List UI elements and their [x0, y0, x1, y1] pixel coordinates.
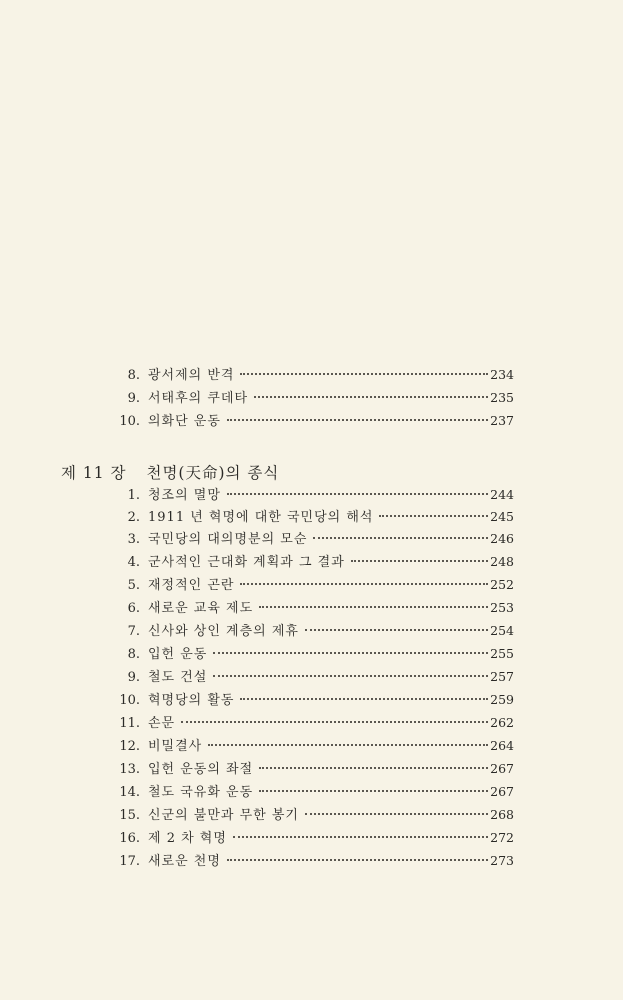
dot-leader	[259, 766, 488, 769]
entry-number: 12.	[119, 739, 140, 754]
entry-page: 235	[490, 390, 514, 405]
toc-entry	[112, 691, 514, 710]
entry-number: 9.	[127, 391, 140, 406]
entry-page: 252	[490, 577, 514, 592]
entry-title: 입헌 운동의 좌절	[148, 762, 254, 777]
dot-leader	[240, 697, 488, 700]
entry-number: 11.	[119, 716, 140, 731]
entry-title: 제 2 차 혁명	[148, 831, 227, 846]
dot-leader	[227, 492, 488, 495]
dot-leader	[254, 395, 488, 398]
dot-leader	[240, 372, 488, 375]
entry-number: 16.	[119, 831, 140, 846]
entry-number: 17.	[119, 854, 140, 869]
toc-entry	[112, 760, 514, 779]
dot-leader	[351, 559, 488, 562]
toc-entry	[112, 852, 514, 871]
entry-page: 253	[490, 600, 514, 615]
entry-title: 혁명당의 활동	[148, 693, 235, 708]
toc-entry	[112, 599, 514, 618]
entry-title: 철도 국유화 운동	[148, 785, 254, 800]
entry-page: 255	[490, 646, 514, 661]
toc-entry	[112, 668, 514, 687]
entry-number: 15.	[119, 808, 140, 823]
entry-number: 1.	[127, 488, 140, 503]
entry-page: 273	[490, 853, 514, 868]
entry-title: 입헌 운동	[148, 647, 208, 662]
toc-entry	[112, 829, 514, 848]
dot-leader	[305, 628, 488, 631]
entry-title: 새로운 교육 제도	[148, 601, 254, 616]
entry-title: 신군의 불만과 무한 봉기	[148, 808, 299, 823]
entry-page: 268	[490, 807, 514, 822]
toc-entry	[112, 622, 514, 641]
entry-number: 4.	[127, 555, 140, 570]
entry-page: 248	[490, 554, 514, 569]
entry-title: 비밀결사	[148, 739, 203, 754]
dot-leader	[259, 605, 488, 608]
entry-number: 8.	[127, 368, 140, 383]
toc-entry	[112, 645, 514, 664]
entry-page: 244	[490, 487, 514, 502]
entry-number: 8.	[127, 647, 140, 662]
entry-title: 새로운 천명	[148, 854, 221, 869]
dot-leader	[379, 514, 488, 517]
entry-number: 5.	[127, 578, 140, 593]
entry-page: 267	[490, 761, 514, 776]
toc-entry	[112, 576, 514, 595]
entry-page: 254	[490, 623, 514, 638]
entry-title: 신사와 상인 계층의 제휴	[148, 624, 299, 639]
entry-title: 광서제의 반격	[148, 368, 235, 383]
entry-title: 의화단 운동	[148, 414, 221, 429]
dot-leader	[208, 743, 488, 746]
toc-entry	[112, 486, 514, 505]
entry-title: 재정적인 곤란	[148, 578, 235, 593]
entry-title: 국민당의 대의명분의 모순	[148, 532, 308, 547]
dot-leader	[213, 674, 488, 677]
entry-page: 245	[490, 509, 514, 524]
entry-number: 3.	[127, 532, 140, 547]
dot-leader	[259, 789, 488, 792]
toc-entry	[112, 389, 514, 408]
toc-entry	[112, 553, 514, 572]
entry-page: 257	[490, 669, 514, 684]
dot-leader	[227, 418, 488, 421]
entry-number: 9.	[127, 670, 140, 685]
entry-number: 6.	[127, 601, 140, 616]
toc-entry	[112, 806, 514, 825]
entry-number: 10.	[119, 414, 140, 429]
toc-entry	[112, 737, 514, 756]
dot-leader	[233, 835, 488, 838]
dot-leader	[313, 536, 488, 539]
dot-leader	[240, 582, 488, 585]
toc-entry	[112, 783, 514, 802]
dot-leader	[181, 720, 488, 723]
entry-title: 손문	[148, 716, 176, 731]
entry-title: 군사적인 근대화 계획과 그 결과	[148, 555, 345, 570]
entry-page: 262	[490, 715, 514, 730]
entry-page: 264	[490, 738, 514, 753]
toc-entry	[112, 714, 514, 733]
dot-leader	[213, 651, 488, 654]
entry-title: 청조의 멸망	[148, 488, 221, 503]
toc-entry	[112, 366, 514, 385]
entry-number: 14.	[119, 785, 140, 800]
chapter-label: 제 11 장	[61, 464, 127, 482]
entry-number: 7.	[127, 624, 140, 639]
toc-entry	[112, 412, 514, 431]
dot-leader	[227, 858, 488, 861]
entry-page: 246	[490, 531, 514, 546]
entry-number: 13.	[119, 762, 140, 777]
entry-title: 서태후의 쿠데타	[148, 391, 249, 406]
entry-page: 234	[490, 367, 514, 382]
chapter-heading	[61, 461, 279, 483]
entry-page: 259	[490, 692, 514, 707]
entry-page: 237	[490, 413, 514, 428]
chapter-title: 천명(天命)의 종식	[146, 464, 280, 482]
toc-entry	[112, 530, 514, 549]
toc-entry	[112, 508, 514, 527]
entry-page: 267	[490, 784, 514, 799]
dot-leader	[305, 812, 488, 815]
entry-number: 10.	[119, 693, 140, 708]
entry-page: 272	[490, 830, 514, 845]
entry-number: 2.	[127, 510, 140, 525]
entry-title: 철도 건설	[148, 670, 208, 685]
entry-title: 1911 년 혁명에 대한 국민당의 해석	[148, 510, 374, 525]
